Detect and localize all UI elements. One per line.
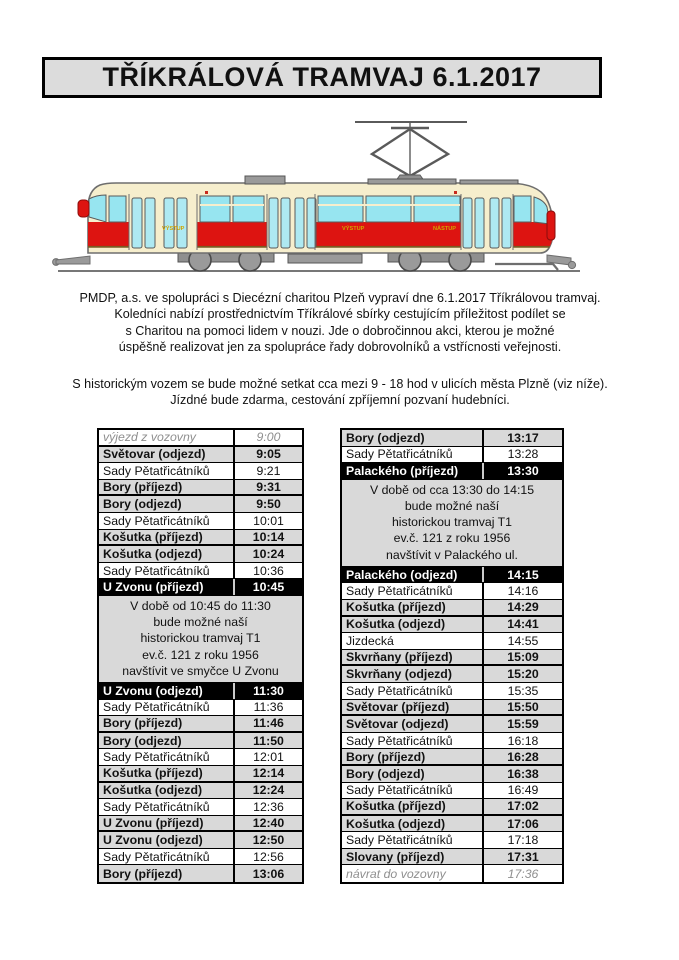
timetable-row xyxy=(99,683,302,700)
stop-time: 16:49 xyxy=(482,783,562,799)
stop-time: 16:18 xyxy=(482,733,562,749)
timetable-row xyxy=(342,666,562,683)
stop-name: Sady Pětatřicátníků xyxy=(103,849,210,864)
stop-time: 13:30 xyxy=(482,463,562,479)
timetable-row xyxy=(99,463,302,480)
stop-time: 13:17 xyxy=(482,430,562,446)
stop-name: Košutka (příjezd) xyxy=(103,529,203,544)
text-line: PMDP, a.s. ve spolupráci s Diecézní charitou Plzeň vypraví dne 6.1.2017 Tříkrálovou tramvaj. xyxy=(79,291,601,305)
stop-name: Sady Pětatřicátníků xyxy=(103,513,210,528)
stop-name: U Zvonu (odjezd) xyxy=(103,833,203,848)
stop-name: Světovar (příjezd) xyxy=(346,699,450,714)
stop-name: Sady Pětatřicátníků xyxy=(346,447,453,462)
stop-time: 15:35 xyxy=(482,683,562,699)
stop-name: Světovar (odjezd) xyxy=(346,716,449,731)
timetable-row xyxy=(342,799,562,816)
note-line: bude možné naší xyxy=(153,615,248,630)
stop-name: Bory (příjezd) xyxy=(103,480,183,495)
timetable-row xyxy=(342,567,562,584)
timetable-row xyxy=(342,832,562,849)
stop-name: Košutka (odjezd) xyxy=(346,816,446,831)
pantograph-icon xyxy=(355,122,467,182)
stop-time: 11:46 xyxy=(233,716,302,731)
text-line: s Charitou na pomoci lidem v nouzi. Jde o dobročinnou akci, kterou je možné xyxy=(125,323,555,338)
stop-time: 12:24 xyxy=(233,783,302,799)
stop-name: Sady Pětatřicátníků xyxy=(103,799,210,814)
timetable-note xyxy=(99,596,302,683)
stop-time: 14:55 xyxy=(482,633,562,649)
stop-time: 9:31 xyxy=(233,480,302,495)
stop-name: Košutka (příjezd) xyxy=(103,766,203,781)
stop-time: 11:30 xyxy=(233,683,302,699)
stop-name: Sady Pětatřicátníků xyxy=(103,700,210,715)
timetable-row xyxy=(342,766,562,783)
stop-time: 15:09 xyxy=(482,650,562,665)
intro-paragraph xyxy=(30,290,650,356)
stop-time: 14:16 xyxy=(482,583,562,599)
stop-name: Košutka (příjezd) xyxy=(346,799,446,814)
stop-time: 9:50 xyxy=(233,496,302,512)
front-coupler xyxy=(547,255,576,269)
timetable-row xyxy=(99,447,302,464)
stop-name: Sady Pětatřicátníků xyxy=(103,463,210,478)
stop-name: Skvrňany (odjezd) xyxy=(346,667,452,682)
timetable-row xyxy=(342,650,562,667)
stop-name: U Zvonu (příjezd) xyxy=(103,580,204,595)
stop-time: 17:06 xyxy=(482,816,562,832)
timetable-row xyxy=(99,799,302,816)
label-vystup-rear: VÝSTUP xyxy=(162,226,185,232)
stop-time: 15:50 xyxy=(482,700,562,715)
stop-name: Bory (příjezd) xyxy=(103,866,183,881)
note-line: V době od cca 13:30 do 14:15 xyxy=(369,482,535,497)
timetable-row xyxy=(342,700,562,717)
note-line: historickou tramvaj T1 xyxy=(391,515,513,530)
stop-time: 13:06 xyxy=(233,865,302,882)
stop-time: 17:18 xyxy=(482,832,562,848)
stop-name: Jizdecká xyxy=(346,633,394,648)
front-marker xyxy=(547,211,555,240)
timetable-note xyxy=(342,480,562,567)
stop-name: Košutka (odjezd) xyxy=(103,546,203,561)
stop-time: 12:01 xyxy=(233,749,302,765)
timetable-row xyxy=(99,700,302,717)
timetable-row xyxy=(342,816,562,833)
stop-name: Košutka (příjezd) xyxy=(346,600,446,615)
stop-time: 10:36 xyxy=(233,563,302,579)
stop-time: 14:15 xyxy=(482,567,562,583)
timetable-row xyxy=(342,733,562,750)
timetable-row xyxy=(342,749,562,766)
timetable-row xyxy=(99,530,302,547)
stop-time: 12:50 xyxy=(233,832,302,848)
note-line: navštívit ve smyčce U Zvonu xyxy=(122,663,279,678)
stop-time: 10:14 xyxy=(233,530,302,545)
stop-name: U Zvonu (odjezd) xyxy=(103,683,203,698)
timetable-row xyxy=(99,749,302,766)
stop-time: 11:50 xyxy=(233,733,302,749)
timetable-row xyxy=(342,600,562,617)
timetable-row xyxy=(99,865,302,882)
timetable-row xyxy=(99,496,302,513)
note-line: historickou tramvaj T1 xyxy=(140,631,261,646)
stop-time: 12:14 xyxy=(233,766,302,781)
stop-name: Palackého (příjezd) xyxy=(346,463,459,478)
label-nastup: NÁSTUP xyxy=(433,226,456,232)
timetable-row xyxy=(342,683,562,700)
timetable-row xyxy=(342,783,562,800)
stop-name: Světovar (odjezd) xyxy=(103,447,206,462)
timetable-row xyxy=(99,716,302,733)
timetable-row xyxy=(342,447,562,464)
timetable-row xyxy=(99,563,302,580)
timetable-row xyxy=(342,430,562,447)
stop-name: Bory (příjezd) xyxy=(103,716,183,731)
text-line: úspěšně realizovat jen za spolupráce řady dobrovolníků a vstřícnosti veřejnosti. xyxy=(118,340,562,355)
timetable-row xyxy=(342,865,562,882)
stop-time: 15:20 xyxy=(482,666,562,682)
stop-name: Sady Pětatřicátníků xyxy=(346,833,453,848)
timetable-row xyxy=(99,766,302,783)
stop-name: Slovany (příjezd) xyxy=(346,849,445,864)
stop-name: Bory (odjezd) xyxy=(103,497,182,512)
tail-light xyxy=(78,200,89,217)
note-line: V době od 10:45 do 11:30 xyxy=(130,598,271,613)
stop-name: Sady Pětatřicátníků xyxy=(346,733,453,748)
stop-name: Sady Pětatřicátníků xyxy=(346,683,453,698)
tram-illustration xyxy=(50,112,585,280)
timetable-row xyxy=(99,783,302,800)
stop-time: 12:40 xyxy=(233,816,302,831)
stop-time: 11:36 xyxy=(233,700,302,716)
stop-name: Sady Pětatřicátníků xyxy=(103,750,210,765)
stop-time: 14:29 xyxy=(482,600,562,615)
note-line: ev.č. 121 z roku 1956 xyxy=(142,647,259,662)
timetable-row xyxy=(99,816,302,833)
timetable-afternoon xyxy=(340,428,564,884)
stop-name: návrat do vozovny xyxy=(346,866,446,881)
stop-name: Palackého (odjezd) xyxy=(346,567,458,582)
timetable-row xyxy=(342,849,562,866)
stop-time: 15:59 xyxy=(482,716,562,732)
text-line: Koledníci nabízí prostřednictvím Tříkrálové sbírky cestujícím příležitost podílet se xyxy=(114,307,566,322)
timetable-morning xyxy=(97,428,304,884)
stop-time: 16:38 xyxy=(482,766,562,782)
timetable-row xyxy=(342,463,562,480)
stop-name: Bory (odjezd) xyxy=(346,430,425,445)
stop-time: 17:31 xyxy=(482,849,562,865)
stop-time: 10:01 xyxy=(233,513,302,529)
stop-time: 17:02 xyxy=(482,799,562,814)
timetable-row xyxy=(99,733,302,750)
stop-time: 14:41 xyxy=(482,617,562,633)
note-line: ev.č. 121 z roku 1956 xyxy=(393,531,511,546)
timetable-row xyxy=(99,832,302,849)
timetable-row xyxy=(99,546,302,563)
stop-time: 16:28 xyxy=(482,749,562,764)
stop-name: Bory (příjezd) xyxy=(346,749,426,764)
stop-name: Skvrňany (příjezd) xyxy=(346,650,453,665)
stop-time: 10:24 xyxy=(233,546,302,562)
page-title: TŘÍKRÁLOVÁ TRAMVAJ 6.1.2017 xyxy=(42,57,602,98)
label-vystup-mid: VÝSTUP xyxy=(342,226,365,232)
stop-time: 17:36 xyxy=(482,865,562,882)
stop-name: Sady Pětatřicátníků xyxy=(103,563,210,578)
tram-svg xyxy=(50,112,585,280)
stop-name: Sady Pětatřicátníků xyxy=(346,584,453,599)
stop-time: 12:56 xyxy=(233,849,302,865)
stop-time: 10:45 xyxy=(233,579,302,595)
stop-name: Košutka (odjezd) xyxy=(103,783,203,798)
stop-time: 9:00 xyxy=(233,430,302,445)
stop-name: Bory (odjezd) xyxy=(346,766,425,781)
rear-coupler xyxy=(53,256,90,265)
stop-time: 9:21 xyxy=(233,463,302,479)
timetable-row xyxy=(342,617,562,634)
note-line: navštívit v Palackého ul. xyxy=(386,547,518,562)
stop-name: Košutka (odjezd) xyxy=(346,617,446,632)
timetable-row xyxy=(342,583,562,600)
stop-name: U Zvonu (příjezd) xyxy=(103,816,204,830)
note-line: bude možné naší xyxy=(404,498,500,513)
stop-name: Bory (odjezd) xyxy=(103,733,182,748)
info-paragraph xyxy=(30,376,650,409)
stop-name: výjezd z vozovny xyxy=(103,430,196,445)
timetable-row xyxy=(99,480,302,497)
timetable-row xyxy=(342,633,562,650)
stop-time: 9:05 xyxy=(233,447,302,463)
stop-time: 12:36 xyxy=(233,799,302,815)
stop-time: 13:28 xyxy=(482,447,562,463)
text-line: Jízdné bude zdarma, cestování zpříjemní pozvaní hudebníci. xyxy=(170,393,510,408)
timetable-row xyxy=(99,430,302,447)
stop-name: Sady Pětatřicátníků xyxy=(346,783,453,798)
timetable-row xyxy=(99,513,302,530)
timetable-row xyxy=(342,716,562,733)
timetable-row xyxy=(99,849,302,866)
timetable-row xyxy=(99,579,302,596)
text-line: S historickým vozem se bude možné setkat cca mezi 9 - 18 hod v ulicích města Plzně (viz níže). xyxy=(72,377,608,391)
